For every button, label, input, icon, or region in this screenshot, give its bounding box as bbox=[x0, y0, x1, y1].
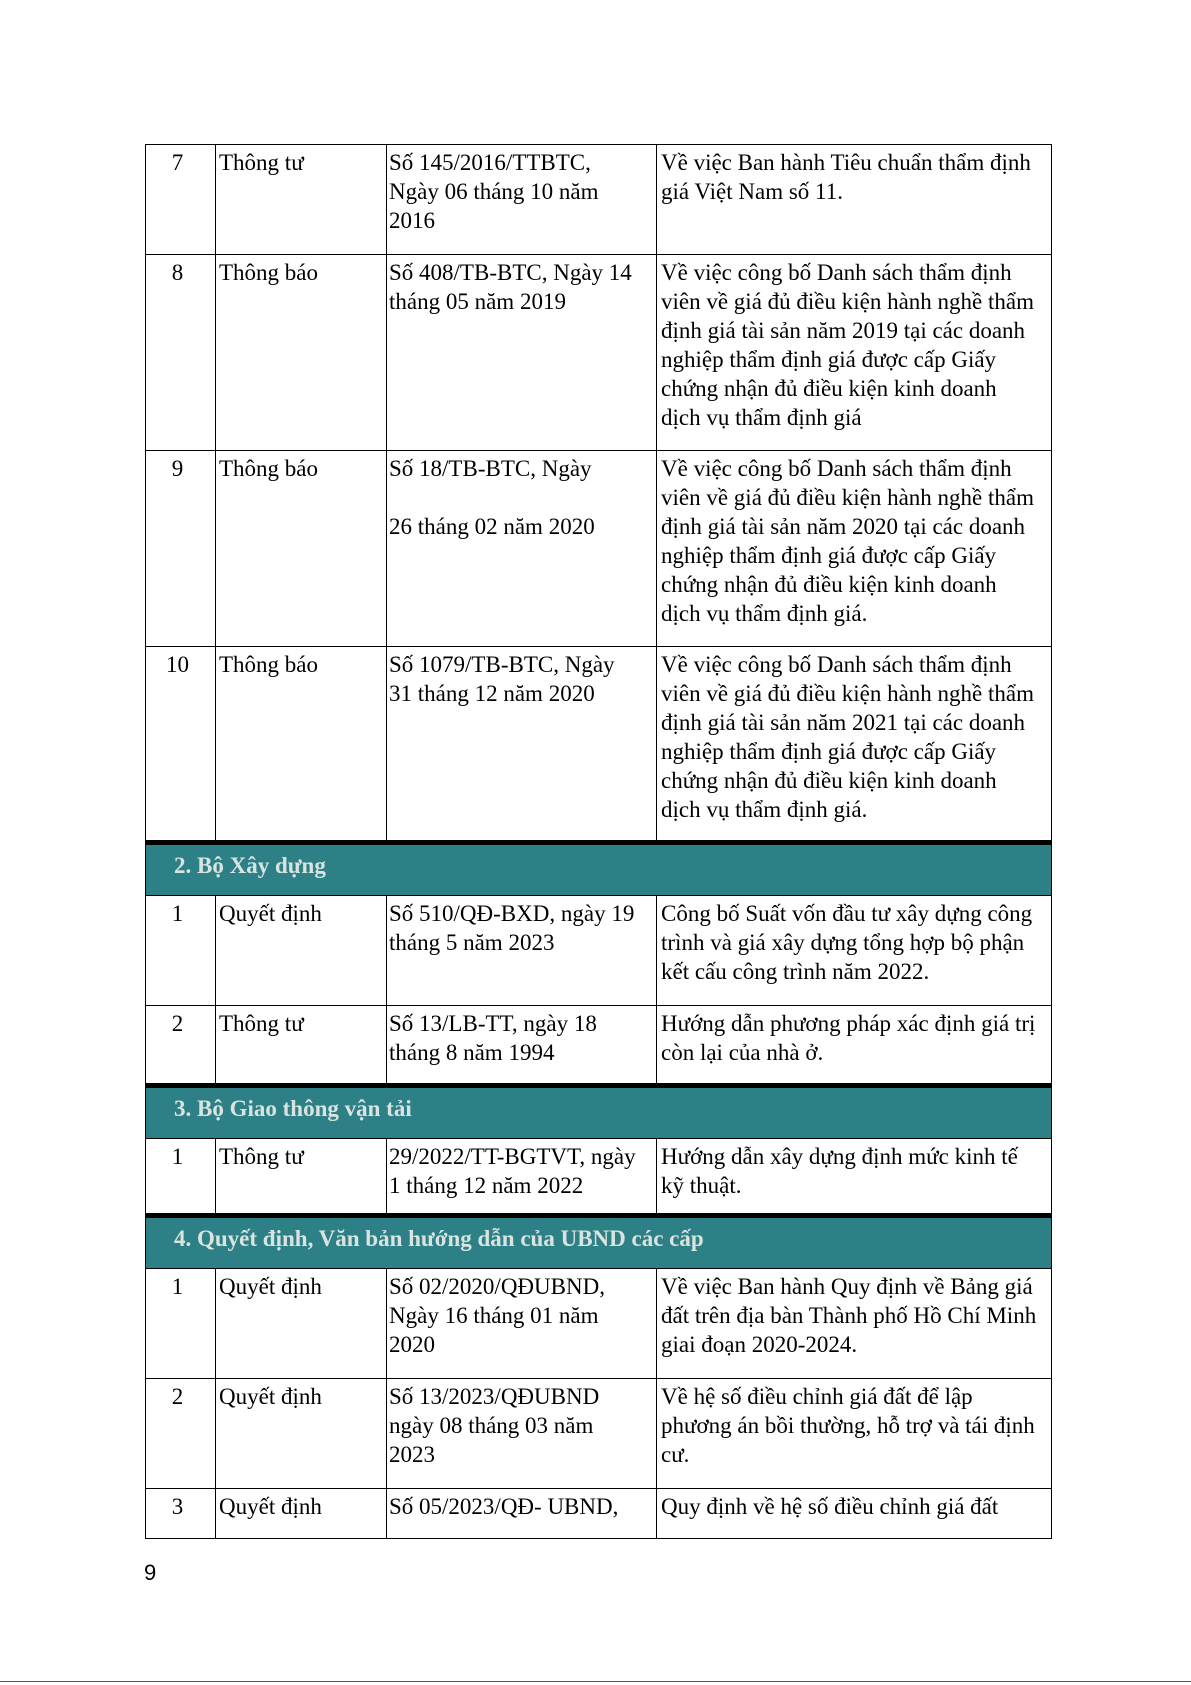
document-number-line: tháng 05 năm 2019 bbox=[389, 289, 566, 314]
section-header-row bbox=[146, 843, 1052, 896]
document-number bbox=[387, 255, 657, 451]
document-number bbox=[387, 1489, 657, 1539]
page-number: 9 bbox=[144, 1560, 157, 1585]
document-type: Thông báo bbox=[216, 451, 387, 647]
document-number-line: Số 02/2020/QĐUBND, bbox=[389, 1274, 605, 1299]
document-content-line: nghiệp thẩm định giá được cấp Giấy bbox=[661, 543, 997, 568]
document-number bbox=[387, 1006, 657, 1086]
row-number: 2 bbox=[146, 1006, 216, 1086]
document-number-line: Ngày 06 tháng 10 năm bbox=[389, 179, 599, 204]
document-content bbox=[657, 145, 1052, 255]
document-number-line: Số 510/QĐ-BXD, ngày 19 bbox=[389, 901, 635, 926]
table-row bbox=[146, 145, 1052, 255]
document-type: Thông báo bbox=[216, 647, 387, 843]
table-row bbox=[146, 1006, 1052, 1086]
document-content-line: định giá tài sản năm 2019 tại các doanh bbox=[661, 318, 1026, 343]
document-number bbox=[387, 896, 657, 1006]
document-number-line: Số 408/TB-BTC, Ngày 14 bbox=[389, 260, 632, 285]
table-row bbox=[146, 896, 1052, 1006]
document-content-line: viên về giá đủ điều kiện hành nghề thẩm bbox=[661, 289, 1035, 314]
document-content bbox=[657, 1006, 1052, 1086]
section-title: 4. Quyết định, Văn bản hướng dẫn của UBND các cấp bbox=[146, 1216, 1052, 1269]
table-row bbox=[146, 255, 1052, 451]
document-number bbox=[387, 1269, 657, 1379]
document-type: Quyết định bbox=[216, 896, 387, 1006]
section-title: 3. Bộ Giao thông vận tải bbox=[146, 1086, 1052, 1139]
document-number-line: 29/2022/TT-BGTVT, ngày bbox=[389, 1144, 636, 1169]
table-row bbox=[146, 451, 1052, 647]
document-content bbox=[657, 255, 1052, 451]
document-number-line: 31 tháng 12 năm 2020 bbox=[389, 681, 595, 706]
document-content bbox=[657, 451, 1052, 647]
document-number-line: Số 18/TB-BTC, Ngày bbox=[389, 456, 592, 481]
document-type: Quyết định bbox=[216, 1379, 387, 1489]
document-content-line: Về việc Ban hành Tiêu chuẩn thẩm định bbox=[661, 150, 1031, 175]
document-content-line: cư. bbox=[661, 1442, 690, 1467]
table-row bbox=[146, 1139, 1052, 1216]
document-content-line: dịch vụ thẩm định giá. bbox=[661, 797, 868, 822]
document-number-line: 2020 bbox=[389, 1332, 435, 1357]
document-content-line: giai đoạn 2020-2024. bbox=[661, 1332, 858, 1357]
document-number-line: 2023 bbox=[389, 1442, 435, 1467]
row-number: 2 bbox=[146, 1379, 216, 1489]
document-content-line: kết cấu công trình năm 2022. bbox=[661, 959, 930, 984]
document-content-line: Về việc Ban hành Quy định về Bảng giá bbox=[661, 1274, 1033, 1299]
document-number-line: tháng 8 năm 1994 bbox=[389, 1040, 555, 1065]
document-number bbox=[387, 647, 657, 843]
document-number-line: Số 145/2016/TTBTC, bbox=[389, 150, 591, 175]
document-content-line: Hướng dẫn phương pháp xác định giá trị bbox=[661, 1011, 1036, 1036]
document-number bbox=[387, 1139, 657, 1216]
document-content-line: Về hệ số điều chỉnh giá đất để lập bbox=[661, 1384, 973, 1409]
document-number-line: Số 1079/TB-BTC, Ngày bbox=[389, 652, 615, 677]
document-content-line: chứng nhận đủ điều kiện kinh doanh bbox=[661, 572, 997, 597]
table-row bbox=[146, 647, 1052, 843]
regulation-table bbox=[145, 144, 1052, 1539]
row-number: 1 bbox=[146, 896, 216, 1006]
document-number-line: 2016 bbox=[389, 208, 435, 233]
document-content bbox=[657, 647, 1052, 843]
document-content-line: định giá tài sản năm 2020 tại các doanh bbox=[661, 514, 1026, 539]
document-number bbox=[387, 451, 657, 647]
document-type: Thông tư bbox=[216, 1139, 387, 1216]
document-number-line: 1 tháng 12 năm 2022 bbox=[389, 1173, 584, 1198]
document-content-line: viên về giá đủ điều kiện hành nghề thẩm bbox=[661, 681, 1035, 706]
document-content-line: Quy định về hệ số điều chỉnh giá đất bbox=[661, 1494, 999, 1519]
row-number: 10 bbox=[146, 647, 216, 843]
document-content-line: nghiệp thẩm định giá được cấp Giấy bbox=[661, 739, 997, 764]
document-content-line: Về việc công bố Danh sách thẩm định bbox=[661, 652, 1012, 677]
document-content-line: dịch vụ thẩm định giá. bbox=[661, 601, 868, 626]
document-content-line: dịch vụ thẩm định giá bbox=[661, 405, 862, 430]
document-content bbox=[657, 1269, 1052, 1379]
document-content-line: giá Việt Nam số 11. bbox=[661, 179, 843, 204]
document-content-line: kỹ thuật. bbox=[661, 1173, 742, 1198]
row-number: 8 bbox=[146, 255, 216, 451]
document-number bbox=[387, 145, 657, 255]
row-number: 9 bbox=[146, 451, 216, 647]
document-type: Thông báo bbox=[216, 255, 387, 451]
row-number: 3 bbox=[146, 1489, 216, 1539]
document-type: Thông tư bbox=[216, 145, 387, 255]
row-number: 1 bbox=[146, 1269, 216, 1379]
document-content bbox=[657, 1379, 1052, 1489]
table-row bbox=[146, 1379, 1052, 1489]
document-content-line: viên về giá đủ điều kiện hành nghề thẩm bbox=[661, 485, 1035, 510]
document-content-line: Công bố Suất vốn đầu tư xây dựng công bbox=[661, 901, 1033, 926]
section-header-row bbox=[146, 1086, 1052, 1139]
document-content-line: định giá tài sản năm 2021 tại các doanh bbox=[661, 710, 1026, 735]
document-content-line: chứng nhận đủ điều kiện kinh doanh bbox=[661, 376, 997, 401]
document-content-line: chứng nhận đủ điều kiện kinh doanh bbox=[661, 768, 997, 793]
table-row bbox=[146, 1269, 1052, 1379]
document-number-line bbox=[389, 483, 653, 512]
document-number-line: Số 05/2023/QĐ- UBND, bbox=[389, 1494, 619, 1519]
page-bottom-rule bbox=[0, 1681, 1191, 1682]
document-content-line: Hướng dẫn xây dựng định mức kinh tế bbox=[661, 1144, 1018, 1169]
document-number-line: Số 13/LB-TT, ngày 18 bbox=[389, 1011, 597, 1036]
document-number-line: tháng 5 năm 2023 bbox=[389, 930, 555, 955]
document-type: Thông tư bbox=[216, 1006, 387, 1086]
document-number-line: ngày 08 tháng 03 năm bbox=[389, 1413, 594, 1438]
document-number bbox=[387, 1379, 657, 1489]
document-type: Quyết định bbox=[216, 1269, 387, 1379]
document-type: Quyết định bbox=[216, 1489, 387, 1539]
document-content-line: Về việc công bố Danh sách thẩm định bbox=[661, 456, 1012, 481]
section-title: 2. Bộ Xây dựng bbox=[146, 843, 1052, 896]
row-number: 7 bbox=[146, 145, 216, 255]
document-content-line: trình và giá xây dựng tổng hợp bộ phận bbox=[661, 930, 1025, 955]
document-number-line: Ngày 16 tháng 01 năm bbox=[389, 1303, 599, 1328]
table-row bbox=[146, 1489, 1052, 1539]
row-number: 1 bbox=[146, 1139, 216, 1216]
document-content bbox=[657, 896, 1052, 1006]
document-content-line: đất trên địa bàn Thành phố Hồ Chí Minh bbox=[661, 1303, 1037, 1328]
document-content-line: nghiệp thẩm định giá được cấp Giấy bbox=[661, 347, 997, 372]
document-number-line: 26 tháng 02 năm 2020 bbox=[389, 514, 595, 539]
document-number-line: Số 13/2023/QĐUBND bbox=[389, 1384, 600, 1409]
document-content bbox=[657, 1139, 1052, 1216]
section-header-row bbox=[146, 1216, 1052, 1269]
document-content-line: Về việc công bố Danh sách thẩm định bbox=[661, 260, 1012, 285]
document-content-line: phương án bồi thường, hỗ trợ và tái định bbox=[661, 1413, 1035, 1438]
document-content bbox=[657, 1489, 1052, 1539]
document-content-line: còn lại của nhà ở. bbox=[661, 1040, 824, 1065]
